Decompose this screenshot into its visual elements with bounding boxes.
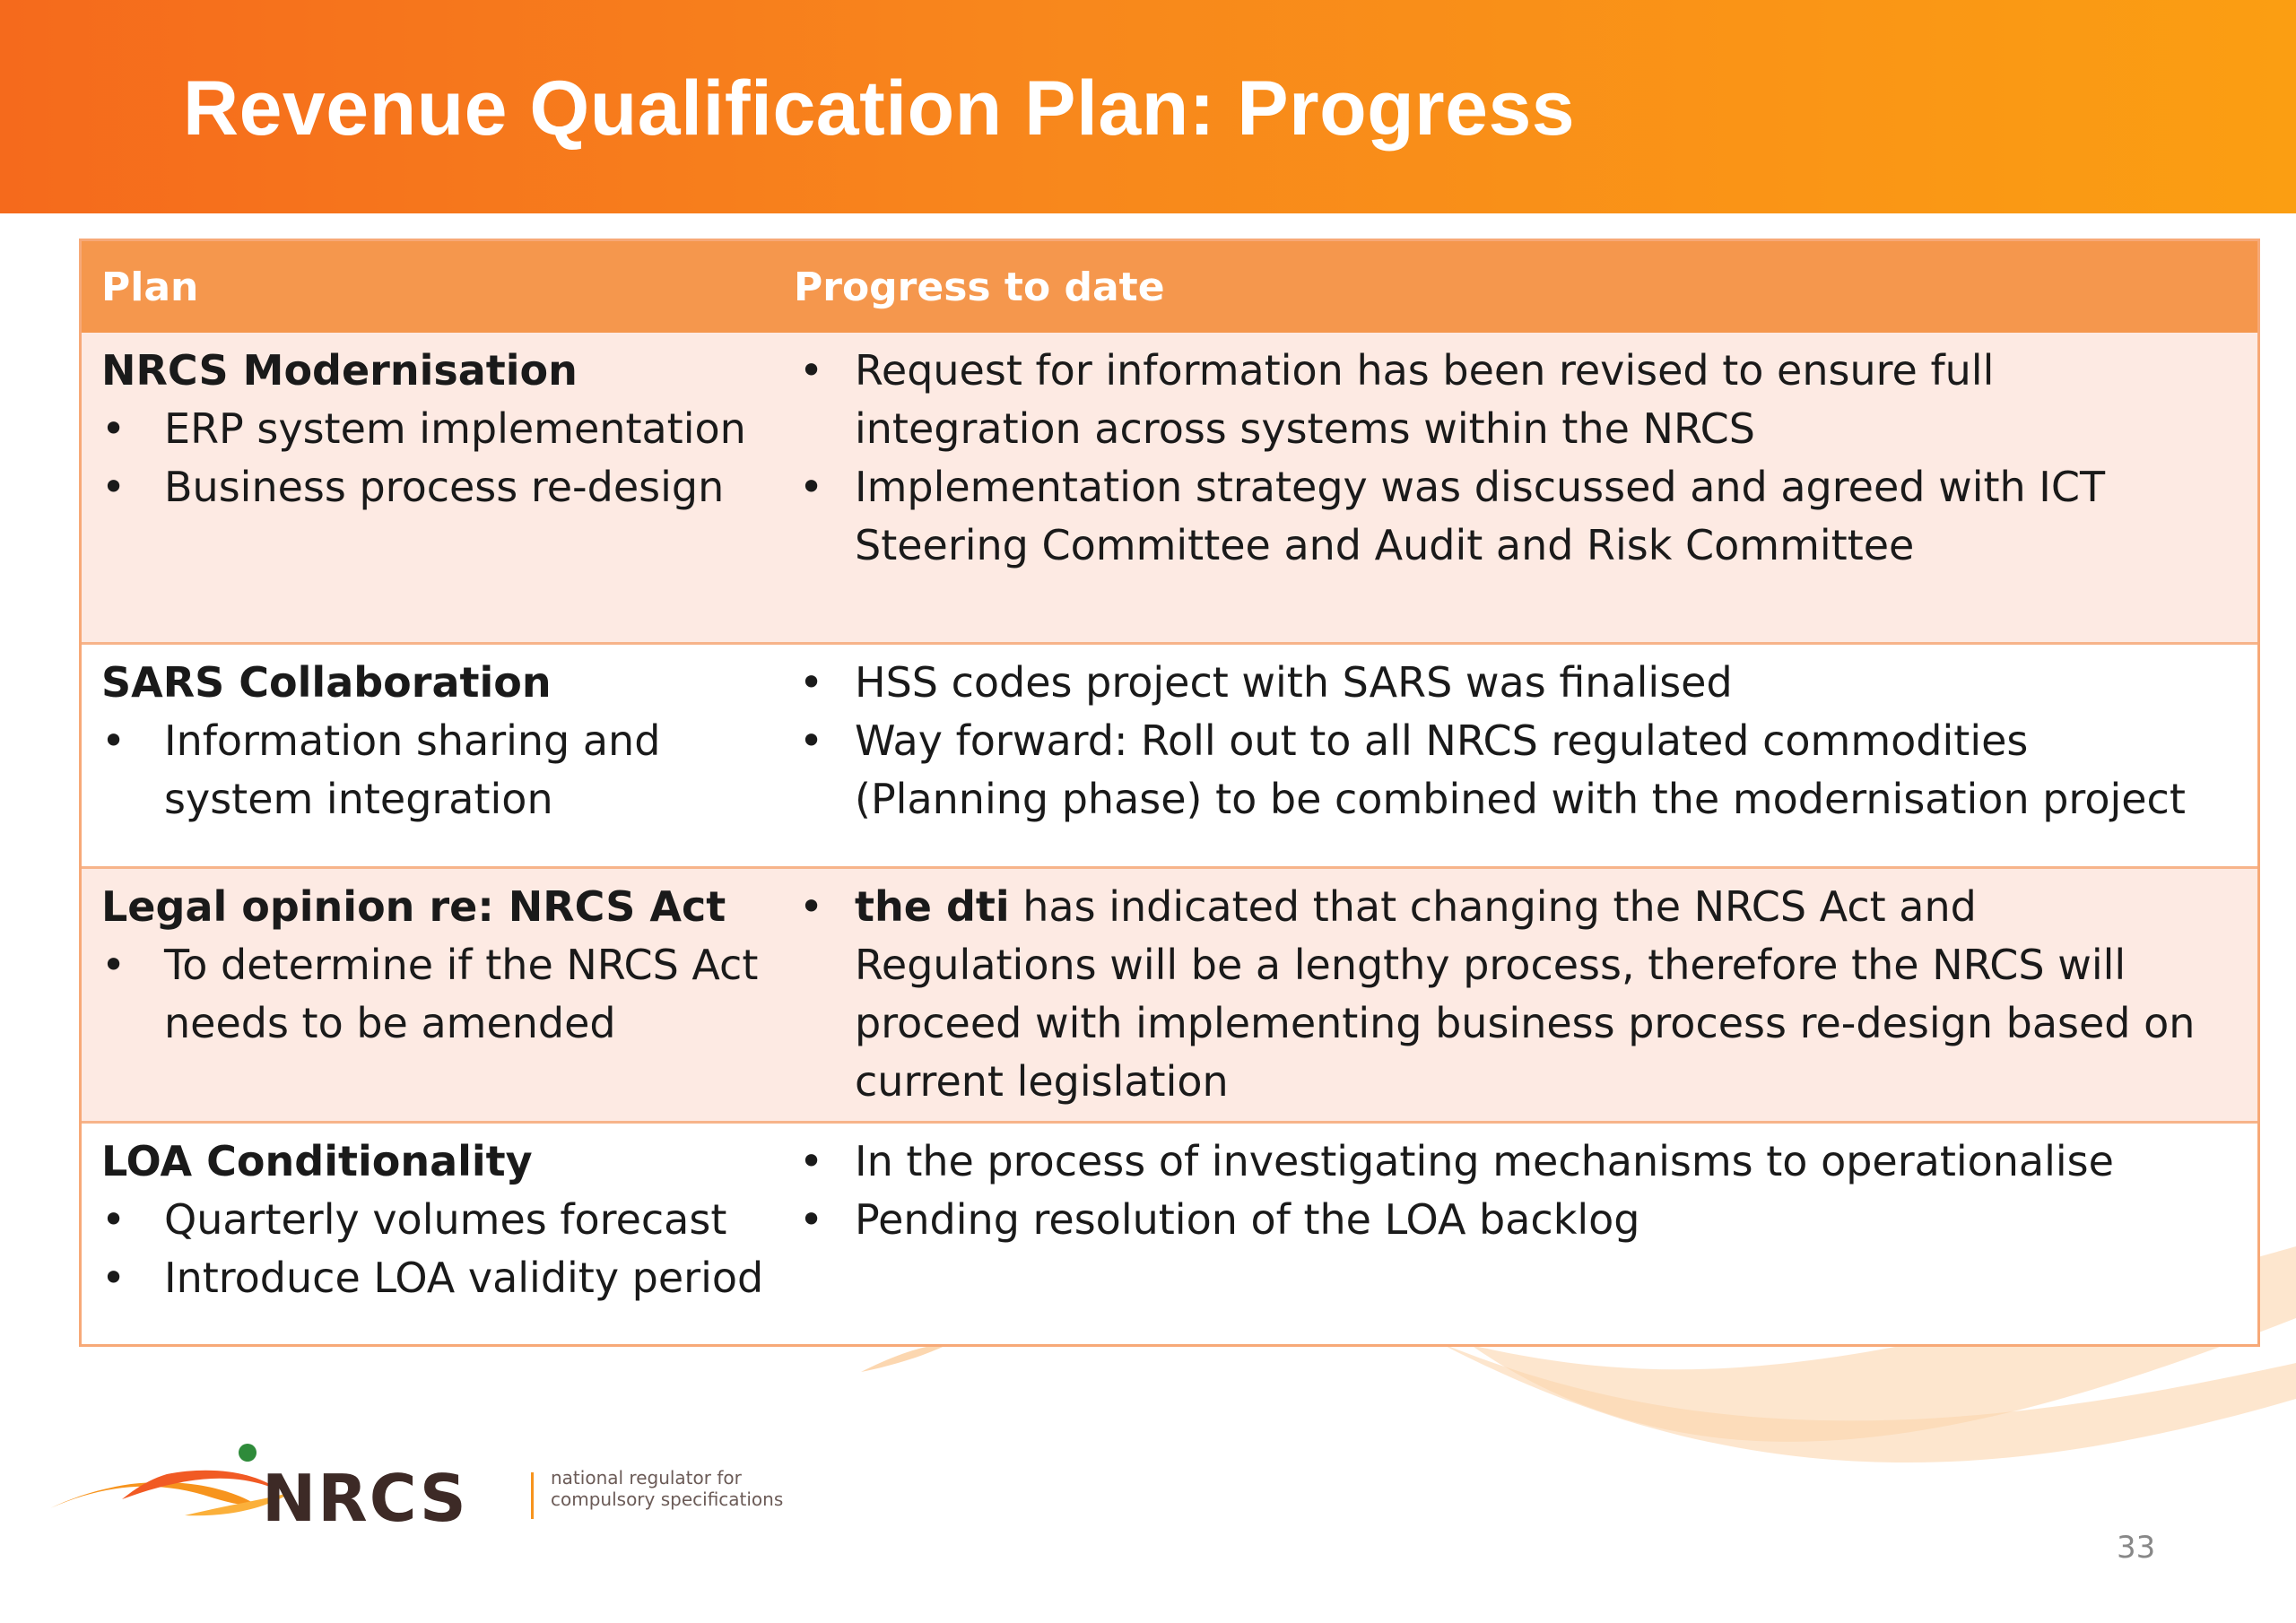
plan-cell bbox=[82, 333, 794, 642]
progress-text: has indicated that changing the NRCS Act and Regulations will be a lengthy process, therefore the NRCS will proceed with implementing business process re-design based on current legislation bbox=[855, 882, 2196, 1106]
bold-text: the dti bbox=[855, 882, 1010, 931]
table-row bbox=[82, 1124, 2257, 1344]
progress-cell bbox=[794, 333, 2257, 642]
progress-item: • Pending resolution of the LOA backlog bbox=[794, 1191, 2222, 1249]
plan-item: • Quarterly volumes forecast bbox=[101, 1191, 794, 1249]
progress-cell bbox=[794, 645, 2257, 866]
logo-tagline-line: compulsory specifications bbox=[551, 1488, 784, 1510]
progress-item: • In the process of investigating mechanisms to operationalise bbox=[794, 1133, 2222, 1191]
table-header-row bbox=[82, 241, 2257, 333]
plan-title: LOA Conditionality bbox=[101, 1137, 533, 1185]
svg-text:NRCS: NRCS bbox=[262, 1461, 468, 1533]
progress-item: • Way forward: Roll out to all NRCS regulated commodities (Planning phase) to be combined with the modernisation project bbox=[794, 712, 2222, 829]
plan-title: NRCS Modernisation bbox=[101, 346, 578, 395]
title-banner bbox=[0, 0, 2296, 213]
progress-item: • HSS codes project with SARS was finalised bbox=[794, 654, 2222, 712]
progress-item: • Implementation strategy was discussed and agreed with ICT Steering Committee and Audit and Risk Committee bbox=[794, 458, 2222, 575]
logo-tagline-line: national regulator for bbox=[551, 1467, 742, 1488]
plan-item: • Introduce LOA validity period bbox=[101, 1249, 794, 1307]
plan-item: • Information sharing and system integration bbox=[101, 712, 794, 829]
plan-item: • ERP system implementation bbox=[101, 400, 794, 458]
plan-cell bbox=[82, 869, 794, 1121]
plan-cell bbox=[82, 1124, 794, 1344]
progress-cell bbox=[794, 869, 2257, 1121]
plan-title: SARS Collaboration bbox=[101, 658, 552, 707]
logo-tagline bbox=[551, 1467, 783, 1510]
header-progress: Progress to date bbox=[794, 264, 1165, 310]
plan-item: • To determine if the NRCS Act needs to be amended bbox=[101, 936, 794, 1053]
progress-table bbox=[79, 239, 2260, 1347]
table-row bbox=[82, 645, 2257, 869]
nrcs-logo bbox=[50, 1435, 552, 1533]
header-plan: Plan bbox=[101, 264, 199, 310]
progress-item: • Request for information has been revised to ensure full integration across systems within the NRCS bbox=[794, 342, 2222, 458]
page-number: 33 bbox=[2117, 1530, 2156, 1566]
table-row bbox=[82, 869, 2257, 1124]
progress-item bbox=[794, 878, 2222, 1111]
plan-cell bbox=[82, 645, 794, 866]
plan-title: Legal opinion re: NRCS Act bbox=[101, 882, 726, 931]
slide-title: Revenue Qualification Plan: Progress bbox=[183, 65, 1576, 152]
plan-item: • Business process re-design bbox=[101, 458, 794, 516]
progress-cell bbox=[794, 1124, 2257, 1344]
table-row bbox=[82, 333, 2257, 645]
